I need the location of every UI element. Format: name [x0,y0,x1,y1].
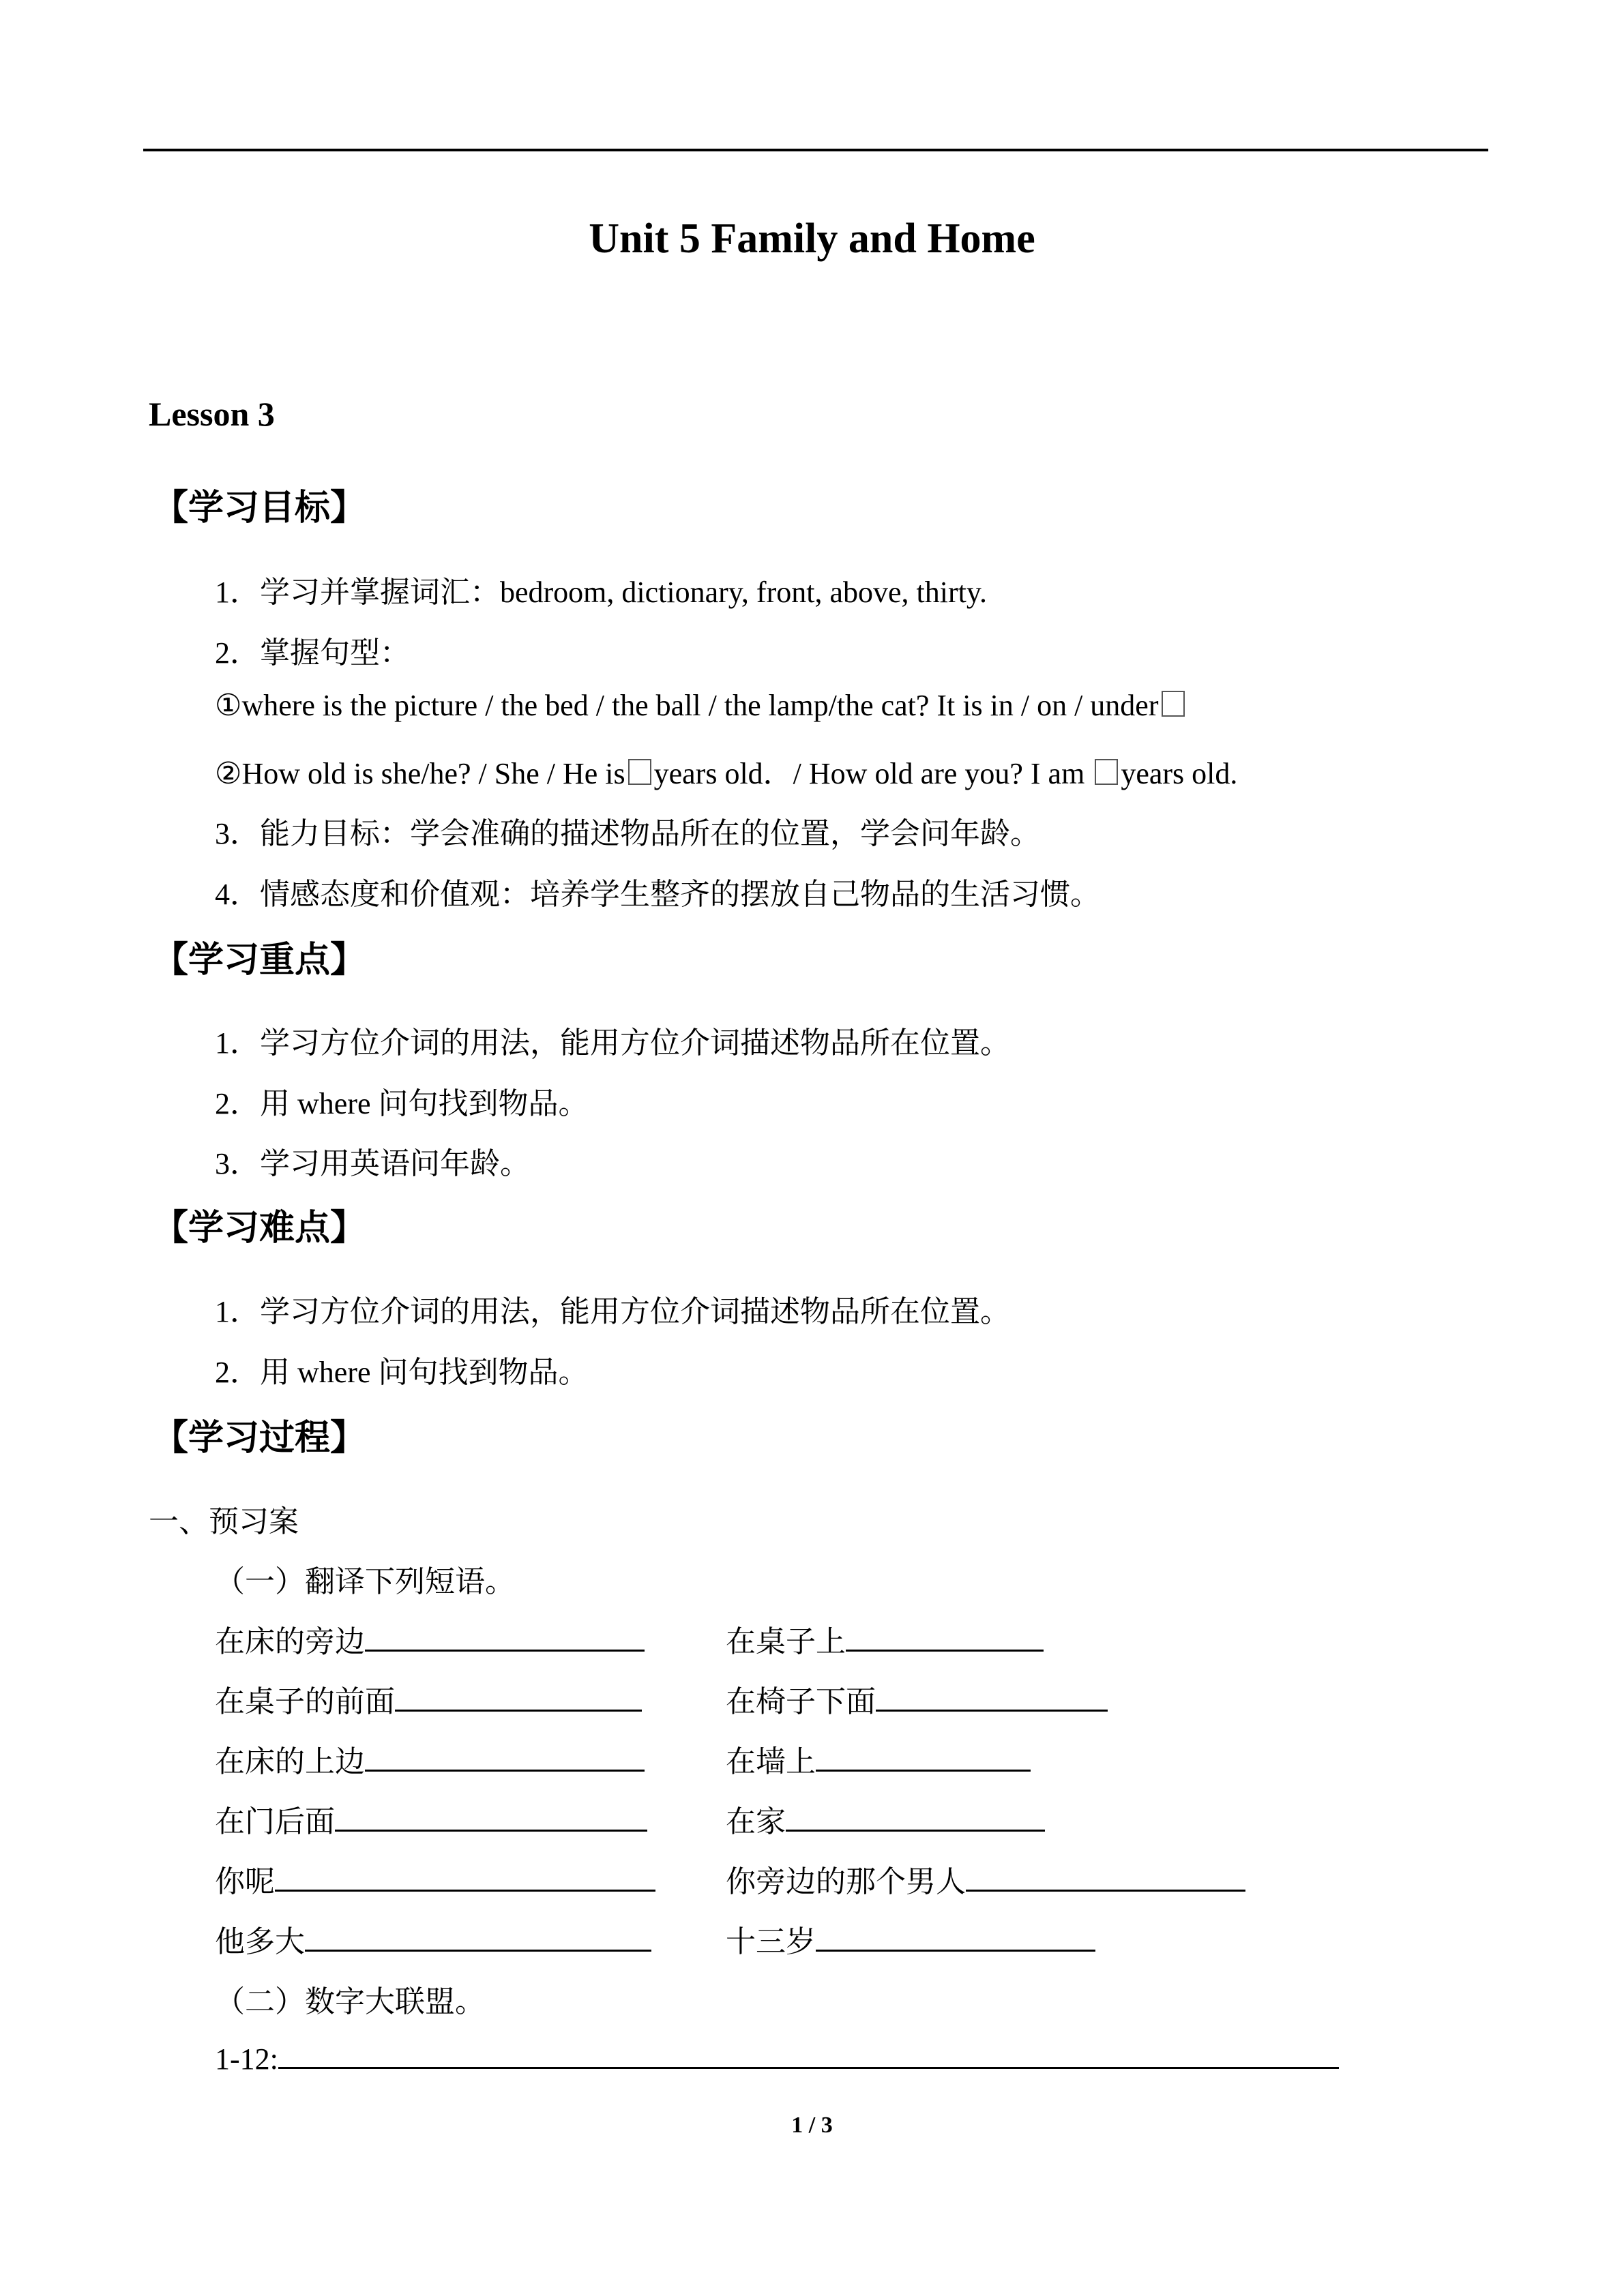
key-point-item-1: 1．学习方位介词的用法，能用方位介词描述物品所在位置。 [215,1026,1010,1060]
answer-blank[interactable] [876,1680,1108,1712]
key-points-heading: 【学习重点】 [153,940,366,981]
difficulties-heading: 【学习难点】 [153,1208,366,1249]
answer-blank[interactable] [846,1620,1044,1652]
answer-blank[interactable] [305,1920,651,1952]
blank-box [628,759,651,785]
phrase-item: 在家 [726,1797,1045,1840]
phrase-item: 你旁边的那个男人 [726,1857,1245,1900]
numbers-instruction: （二）数字大联盟。 [215,1985,485,2018]
objectives-heading: 【学习目标】 [153,488,366,528]
phrase-item: 在墙上 [726,1737,1031,1780]
objective-item-1: 1．学习并掌握词汇：bedroom, dictionary, front, above, thirty. [215,576,987,609]
difficulty-item-2: 2．用 where 问句找到物品。 [215,1356,589,1389]
translate-instruction: （一）翻译下列短语。 [215,1565,515,1598]
answer-blank[interactable] [395,1680,642,1712]
numbers-label: 1-12: [215,2042,278,2076]
phrase-item: 在门后面 [215,1797,647,1840]
header-rule [143,149,1488,151]
answer-blank[interactable] [365,1620,645,1652]
phrase-item: 在床的旁边 [215,1617,645,1660]
blank-box [1095,759,1118,785]
objective-item-3: 3．能力目标：学会准确的描述物品所在的位置，学会问年龄。 [215,817,1040,850]
objective-item-2: 2．掌握句型： [215,636,410,670]
answer-blank[interactable] [966,1860,1245,1892]
phrase-item: 在桌子的前面 [215,1677,642,1720]
objective-item-4: 4．情感态度和价值观：培养学生整齐的摆放自己物品的生活习惯。 [215,878,1100,911]
answer-blank[interactable] [278,2037,1339,2069]
sentence-pattern-2-text-a: ②How old is she/he? / She / He is [215,757,625,790]
sentence-pattern-2-text-b: years old．/ How old are you? I am [653,757,1093,790]
phrase-item: 他多大 [215,1917,651,1960]
sentence-pattern-2 [215,749,1237,792]
phrase-item: 在床的上边 [215,1737,645,1780]
phrase-item: 在桌子上 [726,1617,1044,1660]
sentence-pattern-2-text-c: years old. [1121,757,1238,790]
lesson-label: Lesson 3 [149,395,275,433]
process-heading: 【学习过程】 [153,1418,366,1459]
phrase-item: 在椅子下面 [726,1677,1108,1720]
answer-blank[interactable] [335,1800,647,1832]
sentence-pattern-1-text: ①where is the picture / the bed / the ball / the lamp/the cat? It is in / on / under [215,689,1159,722]
answer-blank[interactable] [816,1920,1095,1952]
phrase-item: 你呢 [215,1857,655,1900]
key-point-item-2: 2．用 where 问句找到物品。 [215,1087,589,1120]
answer-blank[interactable] [365,1740,645,1772]
answer-blank[interactable] [786,1800,1045,1832]
preview-section-label: 一、预习案 [149,1505,299,1538]
blank-box [1162,691,1185,717]
page-number: 1 / 3 [791,2113,833,2138]
difficulty-item-1: 1．学习方位介词的用法，能用方位介词描述物品所在位置。 [215,1295,1010,1328]
answer-blank[interactable] [275,1860,655,1892]
numbers-row [215,2037,1339,2076]
key-point-item-3: 3．学习用英语问年龄。 [215,1147,530,1180]
answer-blank[interactable] [816,1740,1031,1772]
page-title: Unit 5 Family and Home [589,215,1035,262]
phrase-item: 十三岁 [726,1917,1095,1960]
sentence-pattern-1 [215,688,1187,723]
